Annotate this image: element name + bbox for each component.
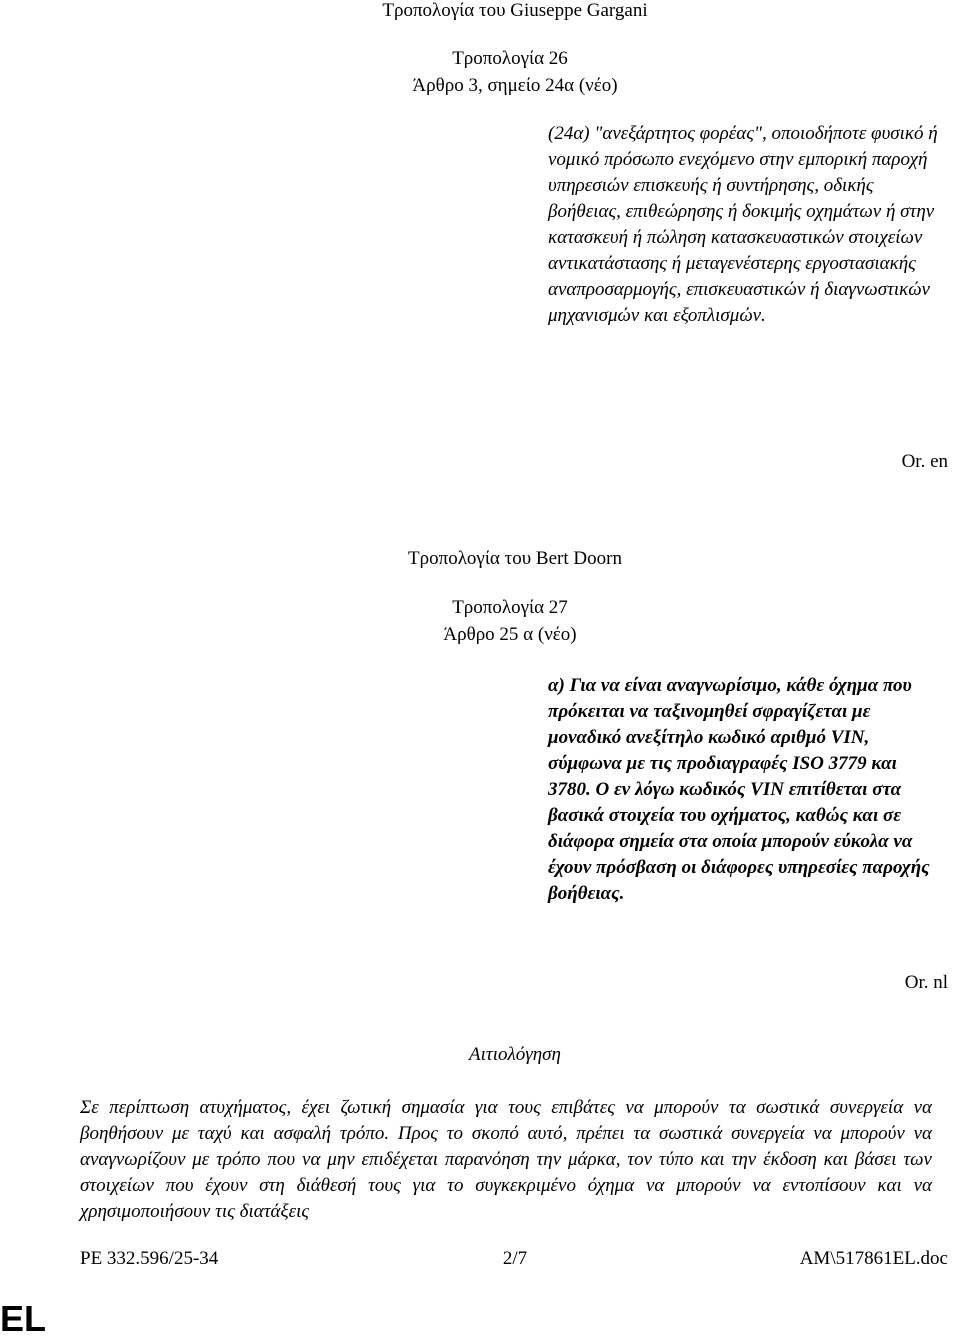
language-tag: EL xyxy=(0,1298,47,1339)
footer-document-name: AM\517861EL.doc xyxy=(799,1248,948,1269)
amendment-26-author-heading: Τροπολογία του Giuseppe Gargani xyxy=(382,0,648,21)
amendment-26-article: Άρθρο 3, σημείο 24α (νέο) xyxy=(412,75,618,96)
amendment-27-number: Τροπολογία 27 xyxy=(452,597,568,618)
footer-page-number: 2/7 xyxy=(502,1248,528,1269)
amendment-27-author-heading: Τροπολογία του Bert Doorn xyxy=(408,548,622,569)
amendment-26-original-language: Or. en xyxy=(901,451,948,472)
footer-reference: PE 332.596/25-34 xyxy=(80,1248,219,1269)
amendment-27-text: α) Για να είναι αναγνωρίσιμο, κάθε όχημα που πρόκειται να ταξινομηθεί σφραγίζεται με μοναδικό ανεξίτηλο κωδικό αριθμό VIN, σύμφωνα με τις προδιαγραφές ISO 3779 και 3780. Ο εν λόγω κωδικός VIN επιτίθεται στα βασικά στοιχεία του οχήματος, καθώς και σε διάφορα σημεία στα οποία μπορούν εύκολα να έχουν πρόσβαση οι διάφορες υπηρεσίες παροχής βοήθειας. xyxy=(548,675,930,904)
amendment-26-number: Τροπολογία 26 xyxy=(452,48,568,69)
amendment-26-text: (24α) "ανεξάρτητος φορέας", οποιοδήποτε φυσικό ή νομικό πρόσωπο ενεχόμενο στην εμπορική παροχή υπηρεσιών επισκευής ή συντήρησης, οδικής βοήθειας, επιθεώρησης ή δοκιμής οχημάτων ή στην κατασκευή ή πώληση κατασκευαστικών στοιχείων αντικατάστασης ή μεταγενέστερης εργοστασιακής αναπροσαρμογής, επισκευαστικών ή διαγνωστικών μηχανισμών και εξοπλισμών. xyxy=(548,123,938,326)
amendment-27-article: Άρθρο 25 α (νέο) xyxy=(443,624,577,645)
amendment-27-original-language: Or. nl xyxy=(904,972,948,993)
justification-text: Σε περίπτωση ατυχήματος, έχει ζωτική σημασία για τους επιβάτες να μπορούν τα σωστικά συνεργεία να βοηθήσουν με ταχύ και ασφαλή τρόπο. Προς το σκοπό αυτό, πρέπει τα σωστικά συνεργεία να μπορούν να αναγνωρίζουν με τρόπο που να μην επιδέχεται παρανόηση την μάρκα, τον τύπο και την έκδοση και βάσει των στοιχείων που έχουν στη διάθεσή τους για το συγκεκριμένο όχημα να μπορούν να εντοπίσουν και να χρησιμοποιήσουν τις διατάξεις xyxy=(80,1097,932,1222)
justification-heading: Αιτιολόγηση xyxy=(469,1044,561,1065)
